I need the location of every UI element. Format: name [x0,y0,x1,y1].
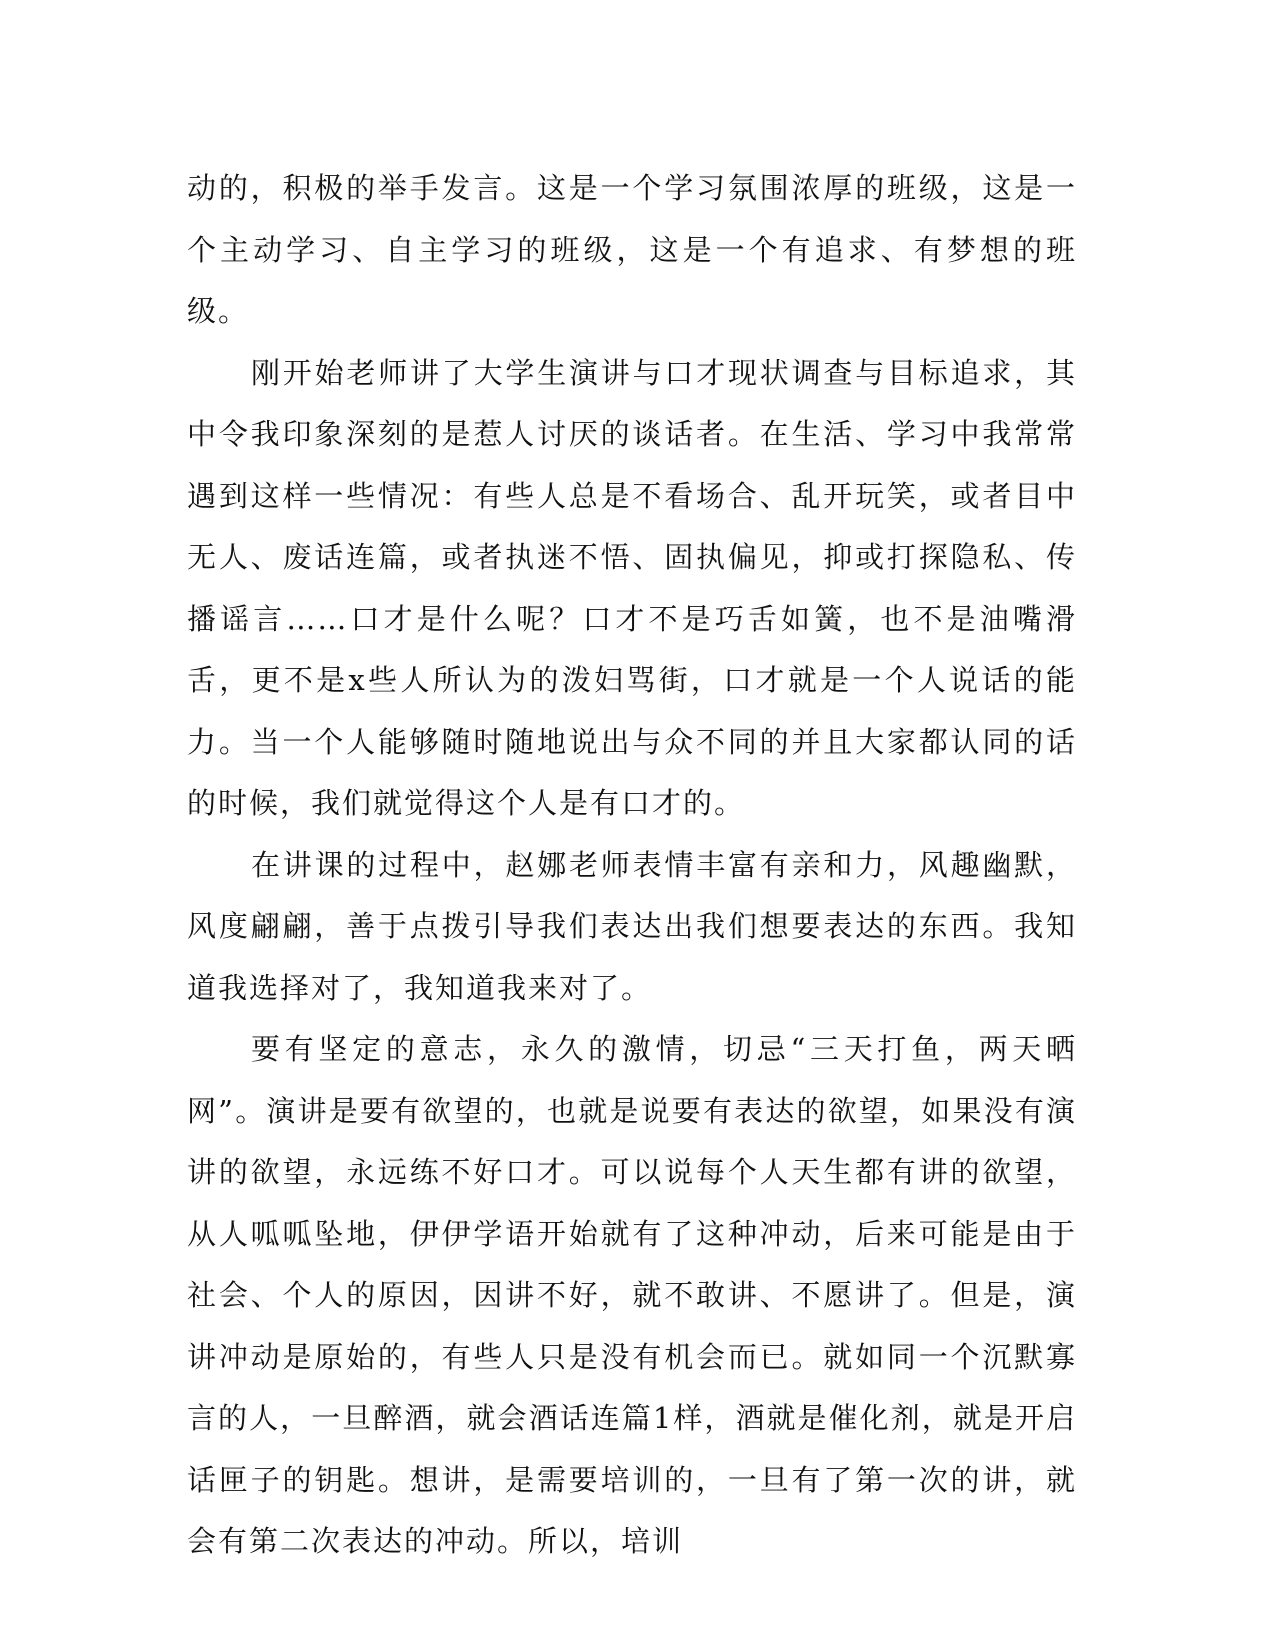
paragraph-teacher: 在讲课的过程中，赵娜老师表情丰富有亲和力，风趣幽默，风度翩翩，善于点拨引导我们表达出我们想要表达的东西。我知道我选择对了，我知道我来对了。 [187,847,1077,1005]
paragraph-eloquence: 刚开始老师讲了大学生演讲与口才现状调查与目标追求，其中令我印象深刻的是惹人讨厌的谈话者。在生活、学习中我常常遇到这样一些情况：有些人总是不看场合、乱开玩笑，或者目中无人、废话连篇，或者执迷不悟、固执偏见，抑或打探隐私、传播谣言……口才是什么呢？口才不是巧舌如簧，也不是油嘴滑舌，更不是x些人所认为的泼妇骂街，口才就是一个人说话的能力。当一个人能够随时随地说出与众不同的并且大家都认同的话的时候，我们就觉得这个人是有口才的。 [187,355,1077,820]
paragraph-continued: 动的，积极的举手发言。这是一个学习氛围浓厚的班级，这是一个主动学习、自主学习的班级，这是一个有追求、有梦想的班级。 [187,171,1077,328]
document-body [187,158,1077,1573]
paragraph-will: 要有坚定的意志，永久的激情，切忌“三天打鱼，两天晒网”。演讲是要有欲望的，也就是说要有表达的欲望，如果没有演讲的欲望，永远练不好口才。可以说每个人天生都有讲的欲望，从人呱呱坠地，伊伊学语开始就有了这种冲动，后来可能是由于社会、个人的原因，因讲不好，就不敢讲、不愿讲了。但是，演讲冲动是原始的，有些人只是没有机会而已。就如同一个沉默寡言的人，一旦醉酒，就会酒话连篇1样，酒就是催化剂，就是开启话匣子的钥匙。想讲，是需要培训的，一旦有了第一次的讲，就会有第二次表达的冲动。所以，培训 [187,1032,1077,1558]
